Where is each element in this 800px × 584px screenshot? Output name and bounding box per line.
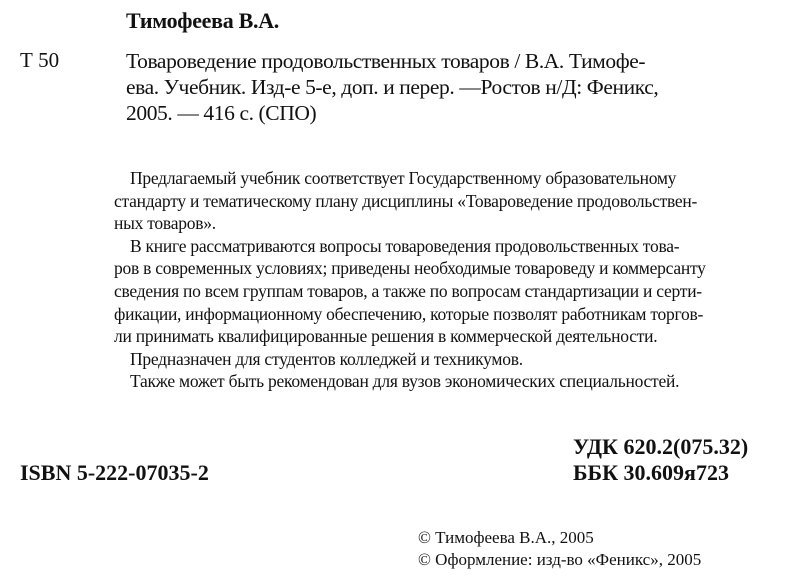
annotation-line: В книге рассматриваются вопросы товароведения продовольственных това- [130,235,680,256]
annotation [114,167,786,393]
annotation-line: сведения по всем группам товаров, а также по вопросам стандартизации и серти- [114,280,702,301]
annotation-line: Также может быть рекомендован для вузов экономических специальностей. [130,371,680,392]
isbn: ISBN 5-222-07035-2 [20,460,209,485]
copyright-design: © Оформление: изд-во «Феникс», 2005 [418,550,702,569]
bib-line: 2005. — 416 с. (СПО) [126,101,317,125]
bib-line: ева. Учебник. Изд-е 5-е, доп. и перер. —Ростов н/Д: Феникс, [126,75,659,99]
author-heading: Тимофеева В.А. [126,8,279,33]
bibliographic-description [126,48,658,126]
annotation-line: Предназначен для студентов колледжей и техникумов. [130,348,523,369]
classification-indices [573,434,748,486]
udk-code: УДК 620.2(075.32) [573,434,749,459]
annotation-line: ров в современных условиях; приведены необходимые товароведу и коммерсанту [114,258,706,279]
classification-code: Т 50 [20,48,60,72]
annotation-line: фикации, информационному обеспечению, которые позволят работникам торгов- [114,303,704,324]
annotation-line: ли принимать квалифицированные решения в коммерческой деятельности. [114,326,658,347]
annotation-line: стандарту и тематическому плану дисциплины «Товароведение продовольствен- [114,190,698,211]
copyright-block [418,527,701,571]
annotation-line: Предлагаемый учебник соответствует Государственному образовательному [130,168,677,188]
annotation-line: ных товаров». [114,213,216,234]
bib-line: Товароведение продовольственных товаров / В.А. Тимофе- [126,49,646,73]
bbk-code: ББК 30.609я723 [573,460,729,485]
copyright-author: © Тимофеева В.А., 2005 [418,528,594,547]
